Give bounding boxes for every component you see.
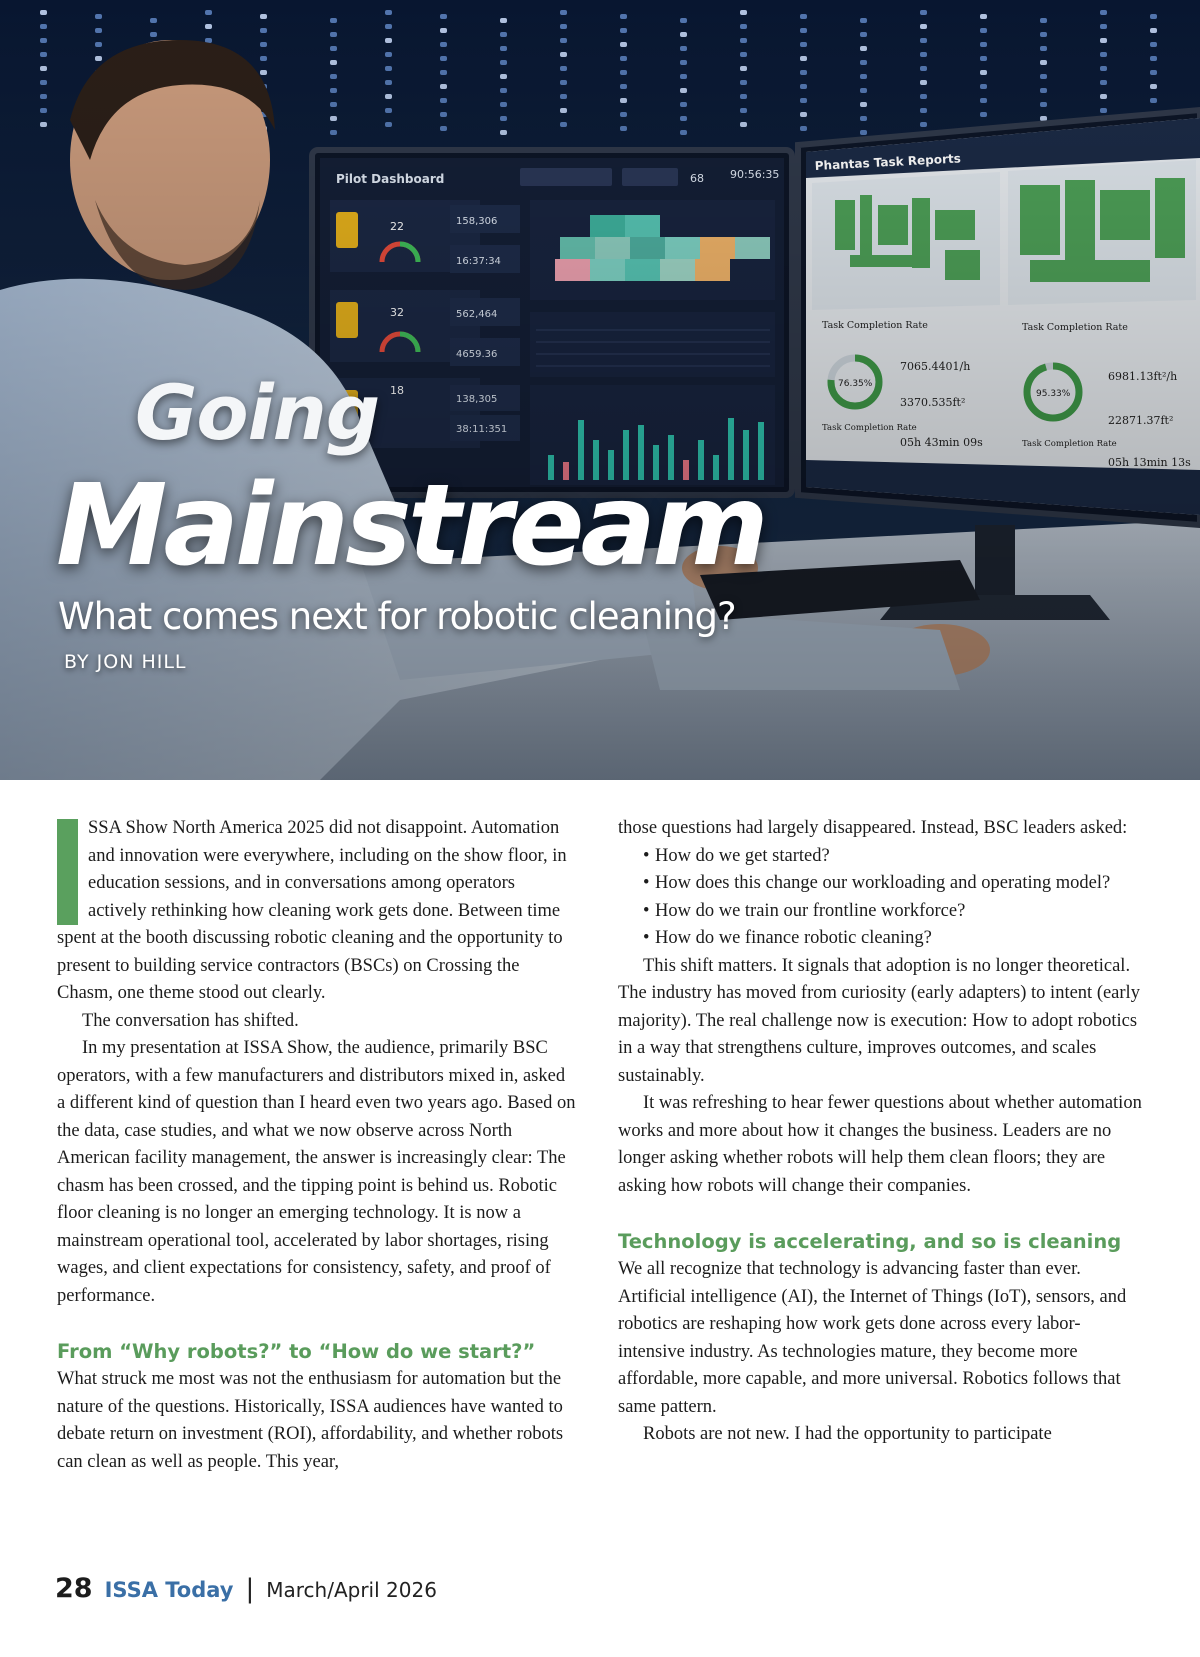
section-heading: Technology is accelerating, and so is cleaning: [618, 1230, 1122, 1253]
article-column-right: [618, 815, 1143, 1449]
headline-mainstream: Mainstream: [56, 461, 765, 591]
page-footer: [55, 1573, 437, 1613]
page-number: 28: [55, 1573, 93, 1604]
subtitle: What comes next for robotic cleaning?: [58, 595, 736, 638]
intro-paragraph: SSA Show North America 2025 did not disappoint. Automation and innovation were everywhere, including on the show floor, in education sessions, and in conversations among operators actively rethinking how cleaning work gets done. Between time spent at the booth discussing robotic cleaning and the opportunity to present to building service contractors (BSCs) on Crossing the Chasm, one theme stood out clearly.: [57, 818, 567, 1003]
list-item: • How do we get started?: [618, 843, 1143, 871]
list-item: • How do we finance robotic cleaning?: [618, 925, 1143, 953]
paragraph: This shift matters. It signals that adoption is no longer theoretical. The industry has moved from curiosity (early adapters) to intent (early majority). The real challenge now is execution: How to adopt robotics in a way that strengthens culture, improves outcomes, and scales sustainably.: [618, 955, 1140, 1086]
list-item: • How do we train our frontline workforce?: [618, 898, 1143, 926]
hero-image: [0, 0, 1200, 780]
byline: BY JON HILL: [64, 651, 187, 673]
issue-date: March/April 2026: [266, 1578, 437, 1602]
paragraph: Robots are not new. I had the opportunity to participate: [643, 1424, 1052, 1444]
footer-separator: |: [245, 1574, 255, 1604]
paragraph: We all recognize that technology is advancing faster than ever. Artificial intelligence (AI), the Internet of Things (IoT), sensors, and robotics are reshaping how work gets done across every labor-intensive industry. As technologies mature, they become more affordable, more capable, and more universal. Robotics follows that same pattern.: [618, 1259, 1127, 1417]
paragraph: It was refreshing to hear fewer questions about whether automation works and more about how it changes the business. Leaders are no longer asking whether robots will help them clean floors; they are asking how robots will change their companies.: [618, 1093, 1142, 1196]
paragraph: those questions had largely disappeared. Instead, BSC leaders asked:: [618, 818, 1128, 838]
paragraph: In my presentation at ISSA Show, the audience, primarily BSC operators, with a few manufacturers and distributors mixed in, asked a different kind of question than I heard even two years ago. Based on the data, case studies, and what we now observe across North American facility management, the answer is increasingly clear: The chasm has been crossed, and the tipping point is behind us. Robotic floor cleaning is no longer an emerging technology. It is now a mainstream operational tool, accelerated by labor shortages, rising wages, and client expectations for consistency, safety, and proof of performance.: [57, 1038, 576, 1306]
article-column-left: [57, 815, 577, 1476]
paragraph: The conversation has shifted.: [82, 1010, 299, 1031]
headline-going: Going: [135, 368, 380, 457]
list-item: • How does this change our workloading and operating model?: [618, 870, 1143, 898]
section-heading: From “Why robots?” to “How do we start?”: [57, 1340, 536, 1363]
paragraph: What struck me most was not the enthusiasm for automation but the nature of the questions. Historically, ISSA audiences have wanted to debate return on investment (ROI), affordability, and whether robots can clean as well as people. This year,: [57, 1369, 564, 1472]
drop-cap-bar: [57, 819, 78, 925]
magazine-name: ISSA Today: [104, 1578, 234, 1602]
question-list: [618, 843, 1143, 953]
